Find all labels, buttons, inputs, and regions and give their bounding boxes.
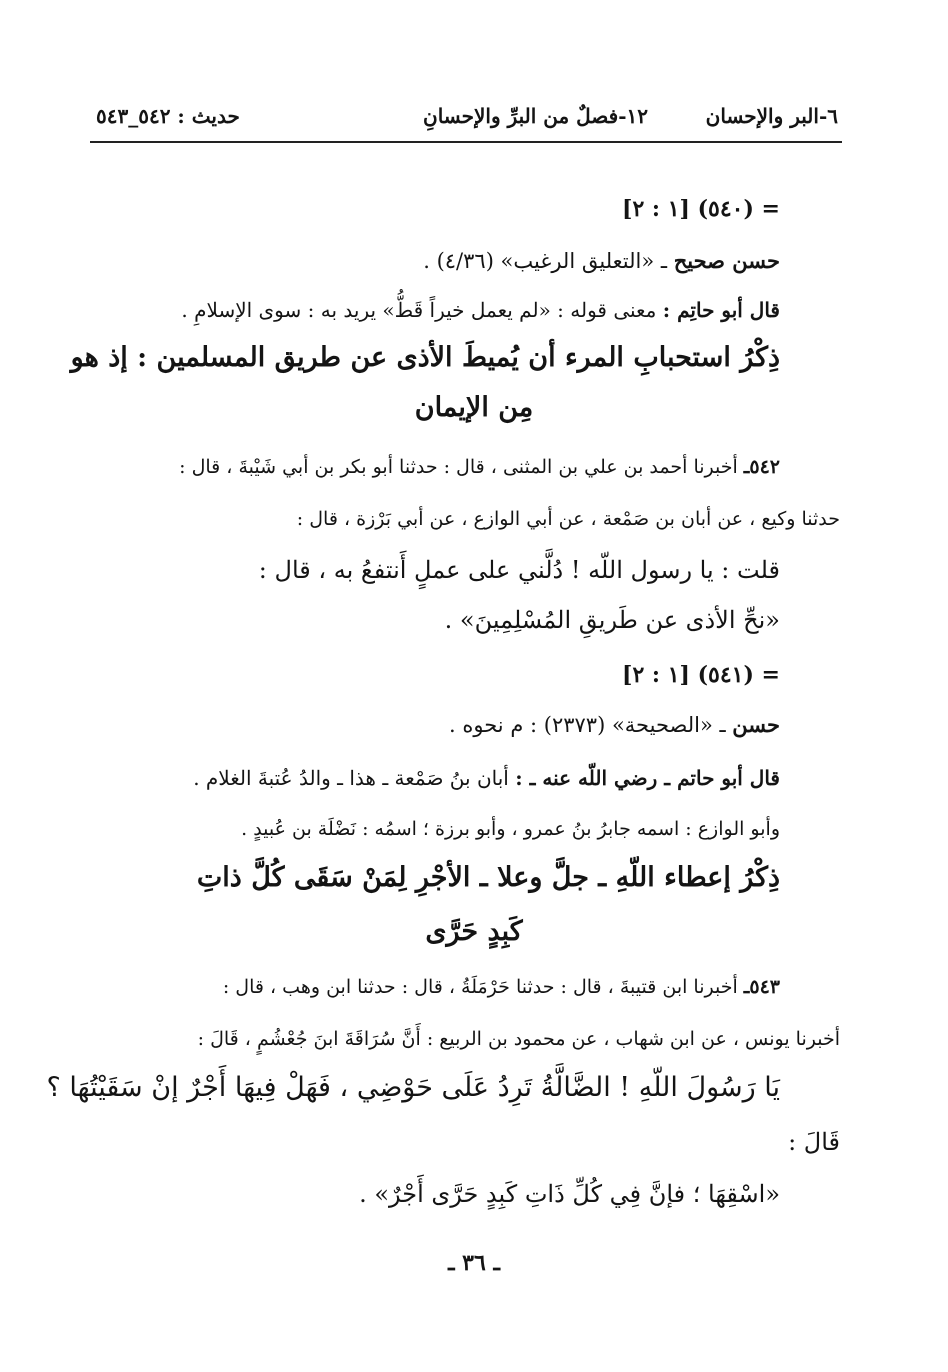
reference-541: = (٥٤١) [١ : ٢] [622, 662, 780, 688]
note-540 [181, 298, 780, 322]
note-label: قال أبو حاتم ـ رضي اللّه عنه ـ : [515, 766, 780, 790]
isnad-542-line1 [179, 456, 780, 478]
matn-543-line3: «اسْقِهَا ؛ فإنَّ فِي كُلِّ ذَاتِ كَبِدٍ حَرَّى أَجْرٌ» . [359, 1180, 780, 1208]
note-text: معنى قوله : «لم يعمل خيراً قَطُّ» يريد به : سوى الإسلامِ . [181, 298, 663, 322]
section-title-543-line1: ذِكْرُ إعطاء اللّهِ ـ جلَّ وعلا ـ الأجْرِ لِمَنْ سَقَى كُلَّ ذاتِ [196, 862, 780, 893]
isnad-543-line1 [223, 976, 780, 998]
header-hadith-range: حديث : ٥٤٢_٥٤٣ [96, 104, 240, 128]
grade-540 [423, 248, 780, 273]
note-text: أبان بنُ صَمْعة ـ هذا ـ والدُ عُتبةَ الغلام . [193, 766, 516, 790]
isnad-text: أخبرنا أحمد بن علي بن المثنى ، قال : حدثنا أبو بكر بن أبي شَيْبةَ ، قال : [179, 456, 744, 478]
matn-542-line1: قلت : يا رسول اللّه ! دُلَّني على عملٍ أَنتفعُ به ، قال : [258, 556, 780, 584]
note-541-line2: وأبو الوازع : اسمه جابرُ بنُ عمرو ، وأبو برزة ؛ اسمُه : نَضْلَة بن عُبيدٍ . [241, 818, 780, 840]
matn-543-line2: قَالَ : [788, 1128, 840, 1156]
section-title-542-line2: مِن الإيمان [414, 392, 534, 423]
page-number: ـ ٣٦ ـ [448, 1250, 500, 1276]
hadith-number: ٥٤٢ـ [743, 456, 780, 478]
grade-label: حسن صحيح [673, 248, 780, 273]
grade-541 [449, 712, 780, 737]
reference-540: = (٥٤٠) [١ : ٢] [622, 196, 780, 222]
note-label: قال أبو حاتِم : [662, 298, 780, 322]
header-chapter-title: ١٢-فصلٌ من البرِّ والإحسانِ [423, 104, 648, 128]
grade-text: ـ «الصحيحة» (٢٣٧٣) : م نحوه . [449, 713, 733, 737]
header-book-title: ٦-البر والإحسان [705, 104, 838, 128]
grade-label: حسن [732, 712, 780, 737]
isnad-543-line2: أخبرنا يونس ، عن ابن شهاب ، عن محمود بن الربيع : أَنَّ سُرَاقَةَ ابنَ جُعْشُمٍ ، قَالَ : [197, 1028, 840, 1050]
note-541-line1 [193, 766, 780, 790]
section-title-542-line1: ذِكْرُ استحبابِ المرء أن يُميطَ الأذى عن طريق المسلمين : إذ هو [70, 342, 780, 373]
isnad-text: أخبرنا ابن قتيبةَ ، قال : حدثنا حَرْمَلَةُ ، قال : حدثنا ابن وهب ، قال : [222, 976, 744, 998]
section-title-543-line2: كَبِدٍ حَرَّى [425, 916, 523, 947]
matn-542-line2: «نحِّ الأذى عن طَريقِ المُسْلِمِينَ» . [444, 606, 780, 634]
header-rule [90, 141, 842, 143]
grade-text: ـ «التعليق الرغيب» (٤/٣٦) . [423, 249, 674, 273]
matn-543-line1: يَا رَسُولَ اللّهِ ! الضَّالَّةُ تَرِدُ عَلَى حَوْضِي ، فَهَلْ فِيهَا أَجْرٌ إنْ سَقَيْتُهَا ؟ [46, 1072, 780, 1103]
hadith-number: ٥٤٣ـ [743, 976, 780, 998]
isnad-542-line2: حدثنا وكيع ، عن أبان بن صَمْعة ، عن أبي الوازع ، عن أبي بَرْزة ، قال : [296, 508, 840, 530]
